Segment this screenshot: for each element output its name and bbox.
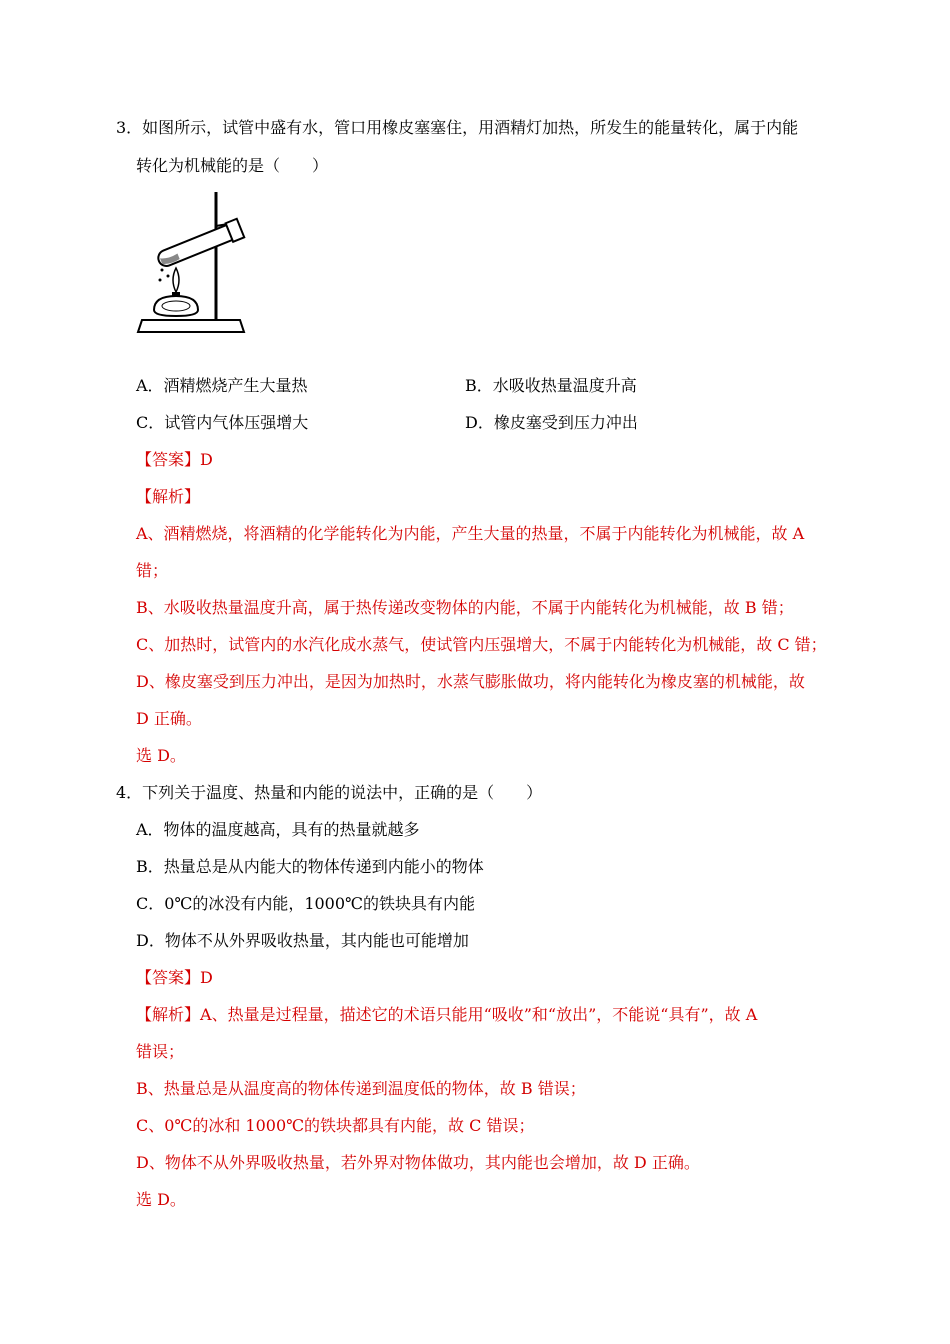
q3-option-b: B．水吸收热量温度升高 xyxy=(465,376,637,395)
q4-analysis-line: B、热量总是从温度高的物体传递到温度低的物体，故 B 错误； xyxy=(136,1079,586,1098)
q3-stem-line2: 转化为机械能的是（ ） xyxy=(136,156,329,175)
q4-analysis-line: 选 D。 xyxy=(136,1190,186,1209)
q3-analysis-line: D、橡皮塞受到压力冲出，是因为加热时，水蒸气膨胀做功，将内能转化为橡皮塞的机械能，故 xyxy=(136,672,805,691)
q3-option-d: D．橡皮塞受到压力冲出 xyxy=(465,413,638,432)
q3-analysis-line: A、酒精燃烧，将酒精的化学能转化为内能，产生大量的热量，不属于内能转化为机械能，故 A xyxy=(136,524,805,543)
q4-analysis-label: 【解析】 xyxy=(136,1005,201,1024)
q4-option-d: D．物体不从外界吸收热量，其内能也可能增加 xyxy=(136,931,469,950)
q3-analysis-line: B、水吸收热量温度升高，属于热传递改变物体的内能，不属于内能转化为机械能，故 B 错； xyxy=(136,598,794,617)
q4-analysis-line: A、热量是过程量，描述它的术语只能用“吸收”和“放出”，不能说“具有”，故 A xyxy=(200,1005,758,1024)
q4-option-c: C．0℃的冰没有内能，1000℃的铁块具有内能 xyxy=(136,894,475,913)
q3-answer: 【答案】D xyxy=(136,450,213,469)
q4-analysis-line: D、物体不从外界吸收热量，若外界对物体做功，其内能也会增加，故 D 正确。 xyxy=(136,1153,700,1172)
q4-analysis-first xyxy=(136,1005,757,1025)
q3-analysis-line: 选 D。 xyxy=(136,746,186,765)
experiment-figure-icon xyxy=(136,188,246,338)
q4-answer: 【答案】D xyxy=(136,968,213,987)
q4-analysis-line: 错误； xyxy=(136,1042,185,1061)
q4-stem: 4．下列关于温度、热量和内能的说法中，正确的是（ ） xyxy=(116,783,543,802)
q3-analysis-line: C、加热时，试管内的水汽化成水蒸气，使试管内压强增大，不属于内能转化为机械能，故 C 错； xyxy=(136,635,827,654)
q3-stem-line1: 3．如图所示，试管中盛有水，管口用橡皮塞塞住，用酒精灯加热，所发生的能量转化，属于内能 xyxy=(116,118,799,137)
q3-analysis-line: D 正确。 xyxy=(136,709,202,728)
q3-option-a: A．酒精燃烧产生大量热 xyxy=(136,376,308,395)
q4-analysis-line: C、0℃的冰和 1000℃的铁块都具有内能，故 C 错误； xyxy=(136,1116,535,1135)
q4-option-b: B．热量总是从内能大的物体传递到内能小的物体 xyxy=(136,857,484,876)
q4-option-a: A．物体的温度越高，具有的热量就越多 xyxy=(136,820,420,839)
q3-analysis-label: 【解析】 xyxy=(136,487,201,506)
q3-analysis-line: 错； xyxy=(136,561,169,580)
q3-option-c: C．试管内气体压强增大 xyxy=(136,413,309,432)
